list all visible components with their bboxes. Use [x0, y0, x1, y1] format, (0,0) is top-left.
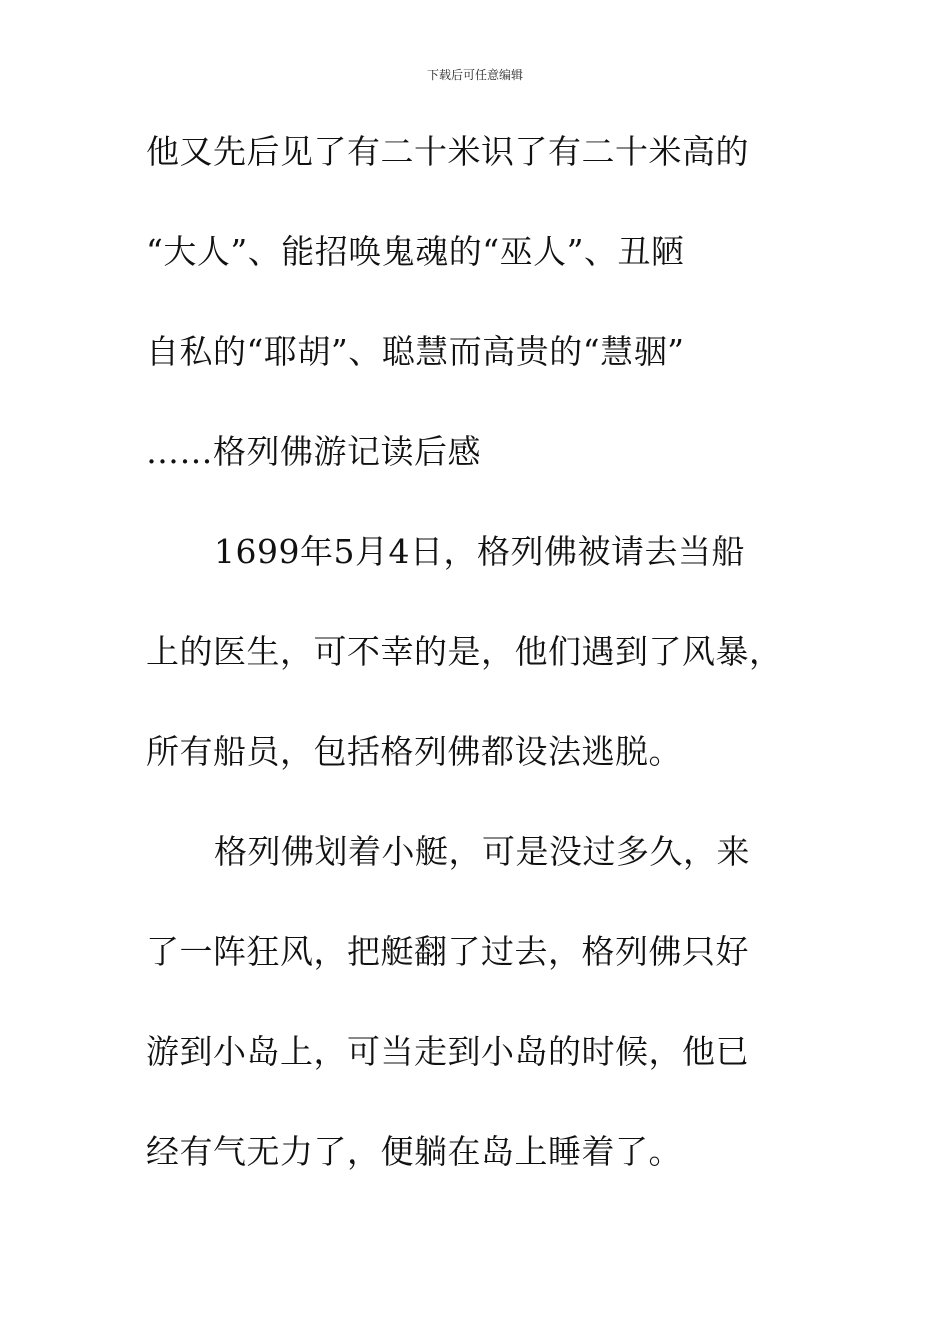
paragraph-start-line-5: 1699年5月4日，格列佛被请去当船 [214, 532, 745, 571]
text-line-3: 自私的“耶胡”、聪慧而高贵的“慧骃” [146, 332, 685, 371]
text-line-2: “大人”、能招唤鬼魂的“巫人”、丑陋 [146, 232, 685, 271]
text-line-4: ……格列佛游记读后感 [146, 432, 481, 471]
text-line-1: 他又先后见了有二十米识了有二十米高的 [146, 132, 749, 171]
page-header: 下载后可任意编辑 [426, 68, 523, 82]
text-line-10: 游到小岛上，可当走到小岛的时候，他已 [146, 1032, 749, 1071]
text-line-9: 了一阵狂风，把艇翻了过去，格列佛只好 [146, 932, 749, 971]
text-line-6: 上的医生，可不幸的是，他们遇到了风暴， [146, 632, 783, 671]
text-line-7: 所有船员，包括格列佛都设法逃脱。 [146, 732, 682, 771]
paragraph-start-line-8: 格列佛划着小艇，可是没过多久，来 [214, 832, 750, 871]
text-line-11: 经有气无力了，便躺在岛上睡着了。 [146, 1132, 682, 1171]
